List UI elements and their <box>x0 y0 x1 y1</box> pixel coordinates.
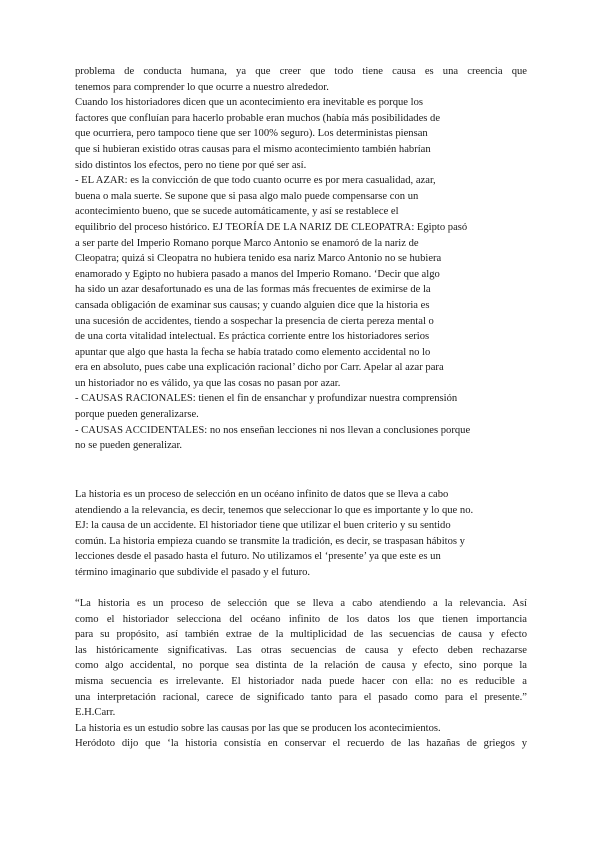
text-line: “La historia es un proceso de selección que se lleva a cabo atendiendo a la relevancia. Así <box>75 598 527 609</box>
text-line: Cuando los historiadores dicen que un acontecimiento era inevitable es porque los <box>75 97 424 109</box>
text-line: La historia es un proceso de selección en un océano infinito de datos que se lleva a cabo <box>75 489 449 500</box>
text-line: acontecimiento bueno, que se sucede automáticamente, y así se restablece el <box>75 206 399 218</box>
paragraph-block-carr-quote <box>75 596 527 752</box>
paragraph-block-causes <box>75 64 527 454</box>
text-line: tenemos para comprender lo que ocurre a nuestro alrededor. <box>75 81 329 93</box>
text-line: como el historiador selecciona del océano infinito de los datos los que tienen importancia <box>75 613 527 625</box>
text-line: común. La historia empieza cuando se transmite la tradición, es decir, se traspasan hábitos y <box>75 535 465 547</box>
text-line: - EL AZAR: es la convicción de que todo cuanto ocurre es por mera casualidad, azar, <box>75 175 436 187</box>
text-line: equilibrio del proceso histórico. EJ TEORÍA DE LA NARIZ DE CLEOPATRA: Egipto pasó <box>75 221 468 233</box>
text-line: porque pueden generalizarse. <box>75 409 199 421</box>
text-line: E.H.Carr. <box>75 707 116 719</box>
text-line: Cleopatra; quizá si Cleopatra no hubiera tenido esa nariz Marco Antonio no se hubiera <box>75 253 442 265</box>
text-line: - CAUSAS ACCIDENTALES: no nos enseñan lecciones ni nos llevan a conclusiones porque <box>75 424 471 436</box>
text-line: una interpretación racional, carece de significado tanto para el pasado como para el presente.” <box>75 691 527 703</box>
text-line: una sucesión de accidentes, tiendo a sospechar la presencia de cierta pereza mental o <box>75 315 434 327</box>
text-line: buena o mala suerte. Se supone que si pasa algo malo puede compensarse con un <box>75 190 419 202</box>
text-line: apuntar que algo que hasta la fecha se había tratado como elemento accidental no lo <box>75 346 431 358</box>
text-line: - CAUSAS RACIONALES: tienen el fin de ensanchar y profundizar nuestra comprensión <box>75 393 458 405</box>
text-line: no se pueden generalizar. <box>75 440 183 452</box>
text-line: para su propósito, así también extrae de la multiplicidad de las secuencias de causa y efecto <box>75 629 527 641</box>
text-line: atendiendo a la relevancia, es decir, tenemos que seleccionar lo que es importante y lo que no. <box>75 504 474 516</box>
text-line: Heródoto dijo que ‘la historia consistía en conservar el recuerdo de las hazañas de griegos y <box>75 738 527 750</box>
text-line: término imaginario que subdivide el pasado y el futuro. <box>75 566 311 578</box>
text-line: que si hubieran existido otras causas para el mismo acontecimiento también habrían <box>75 143 431 155</box>
text-line: La historia es un estudio sobre las causas por las que se producen los acontecimientos. <box>75 722 441 734</box>
text-line: sido distintos los efectos, pero no tiene por qué ser así. <box>75 159 307 171</box>
text-line: a ser parte del Imperio Romano porque Marco Antonio se enamoró de la nariz de <box>75 237 419 249</box>
text-line: ha sido un azar desafortunado es una de las formas más frecuentes de eximirse de la <box>75 284 431 296</box>
paragraph-block-selection <box>75 487 527 581</box>
text-line: un historiador no es válido, ya que las cosas no pasan por azar. <box>75 377 341 389</box>
text-line: cansada obligación de examinar sus causas; y cuando alguien dice que la historia es <box>75 299 430 311</box>
text-line: factores que confluían para hacerlo probable eran muchos (había más posibilidades de <box>75 112 441 124</box>
text-line: EJ: la causa de un accidente. El historiador tiene que utilizar el buen criterio y su sentido <box>75 520 451 532</box>
text-line: enamorado y Egipto no hubiera pasado a manos del Imperio Romano. ‘Decir que algo <box>75 268 440 280</box>
text-line: misma secuencia es irrelevante. El historiador nada puede hacer con ella: no es reducible a <box>75 675 527 687</box>
text-line: lecciones desde el pasado hasta el futuro. No utilizamos el ‘presente’ ya que este es un <box>75 551 441 563</box>
text-line: problema de conducta humana, ya que creer que todo tiene causa es una creencia que <box>75 66 527 77</box>
text-line: como algo accidental, no porque sea distinta de la relación de causa y efecto, sino porque la <box>75 660 527 672</box>
text-line: que ocurriera, pero tampoco tiene que ser 100% seguro). Los deterministas piensan <box>75 128 428 140</box>
text-line: de una corta vitalidad intelectual. Es práctica corriente entre los historiadores serios <box>75 331 430 343</box>
text-line: las históricamente significativas. Las otras secuencias de causa y efecto deben rechazarse <box>75 644 527 656</box>
text-line: era en absoluto, pues cabe una explicación racional’ dicho por Carr. Apelar al azar para <box>75 362 444 374</box>
